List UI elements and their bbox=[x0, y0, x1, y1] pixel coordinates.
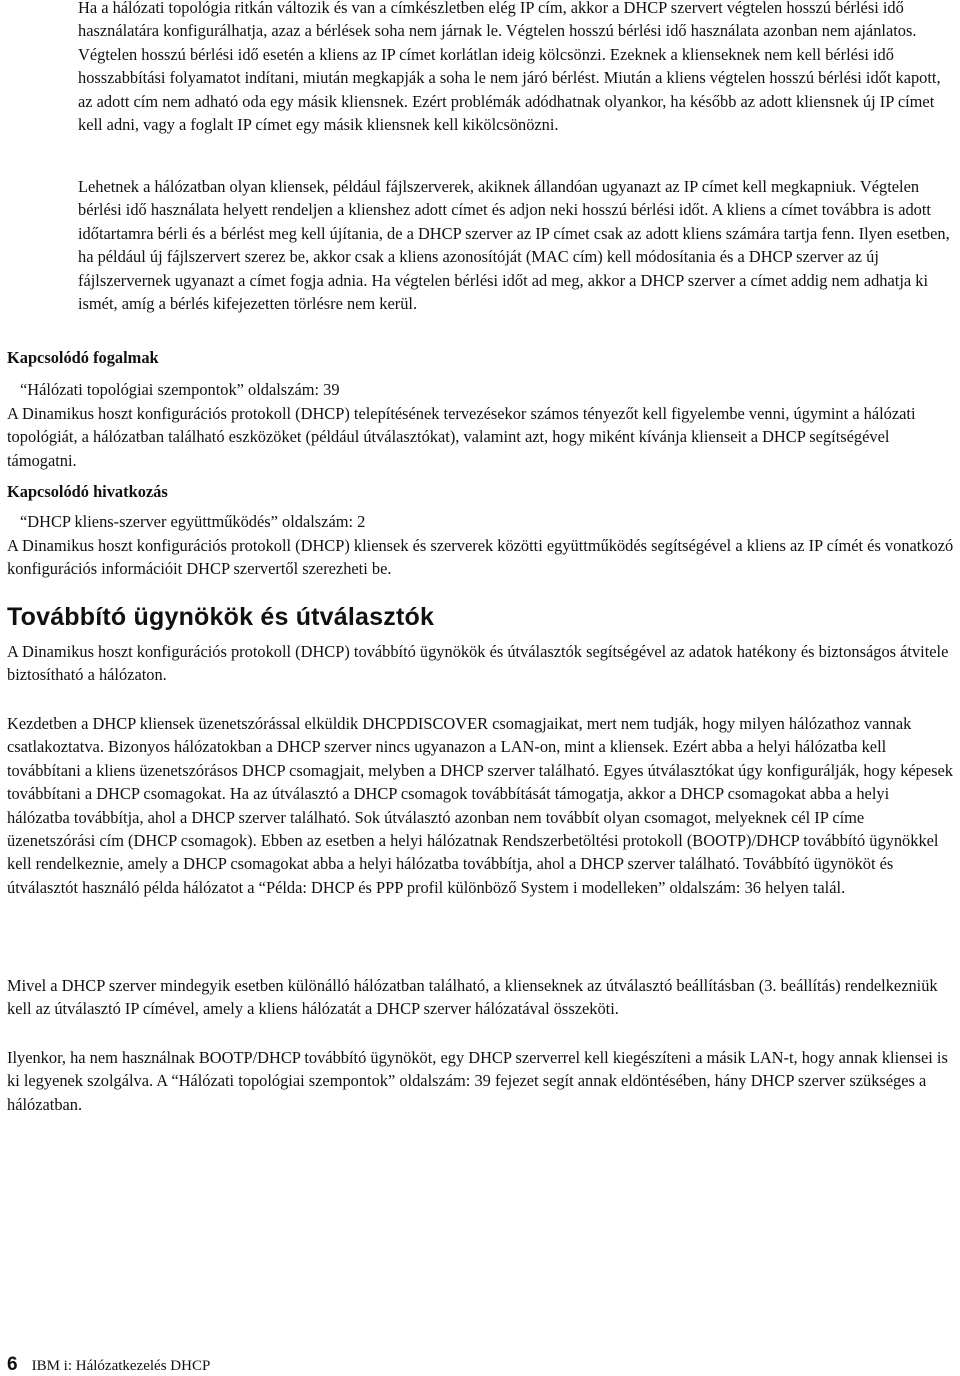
paragraph-reserved-address: Lehetnek a hálózatban olyan kliensek, például fájlszerverek, akiknek állandóan ugyanazt az IP címet kell megkapniuk. Végtelen bérlési idő használata helyett rendeljen a klienshez adott címet és adjon neki hosszú bérlési időt. A kliens a címet továbbra is adott időtartamra bérli és a bérlést meg kell újítania, de a DHCP szerver az IP címet csak az adott kliens számára tartja fenn. Ilyen esetben, ha például új fájlszervert szerez be, akkor csak a kliens azonosítóját (MAC cím) kell módosítania és a DHCP szerver az új fájlszervernek ugyanazt a címet fogja adnia. Ha végtelen bérlési időt ad meg, akkor a DHCP szerver a címet addig nem adhatja ki ismét, amíg a bérlés kifejezetten törlésre nem kerül. bbox=[78, 177, 950, 314]
section-intro-paragraph: A Dinamikus hoszt konfigurációs protokoll (DHCP) továbbító ügynökök és útválasztók segítségével az adatok hatékony és biztonságos átvitele biztosítható a hálózaton. bbox=[7, 642, 949, 685]
section-router-option-paragraph: Mivel a DHCP szerver mindegyik esetben különálló hálózatban található, a klienseknek az útválasztó beállításban (3. beállítás) rendelkezniük kell az útválasztó IP címével, amely a kliens hálózatát a DHCP szerver hálózatával összeköti. bbox=[7, 976, 938, 1019]
page-footer bbox=[7, 1355, 210, 1376]
related-concepts-heading: Kapcsolódó fogalmak bbox=[7, 348, 159, 367]
section-title: Továbbító ügynökök és útválasztók bbox=[7, 603, 435, 631]
footer-title: IBM i: Hálózatkezelés DHCP bbox=[31, 1358, 211, 1374]
related-concepts-description: A Dinamikus hoszt konfigurációs protokoll (DHCP) telepítésének tervezésekor számos tényezőt kell figyelembe venni, úgymint a hálózati topológiát, a hálózatban található eszközöket (például útválasztókat), valamint azt, hogy miként kívánja klienseit a DHCP segítségével támogatni. bbox=[7, 404, 916, 470]
related-reference-heading: Kapcsolódó hivatkozás bbox=[7, 482, 168, 501]
related-reference-link[interactable]: “DHCP kliens-szerver együttműködés” oldalszám: 2 bbox=[20, 512, 366, 531]
section-relay-paragraph: Kezdetben a DHCP kliensek üzenetszórással elküldik DHCPDISCOVER csomagjaikat, mert nem tudják, hogy milyen hálózathoz vannak csatlakoztatva. Bizonyos hálózatokban a DHCP szerver nincs ugyanazon a LAN-on, mint a kliensek. Ezért abba a helyi hálózatba kell továbbítani a kliens üzenetszórásos DHCP csomagjait, melyben a DHCP szerver található. Egyes útválasztókat úgy konfigurálják, hogy képesek továbbítani a DHCP csomagokat. Ha az útválasztó a DHCP csomagok továbbítását támogatja, akkor a DHCP csomagokat abba a helyi hálózatba továbbítja, ahol a DHCP szerver található. Sok útválasztó azonban nem továbbít olyan csomagot, melyeknek cél IP címe üzenetszórási cím (DHCP csomagok). Ebben az esetben a helyi hálózatnak Rendszerbetöltési protokoll (BOOTP)/DHCP továbbító ügynökkel kell rendelkeznie, amely a DHCP csomagokat abba a helyi hálózatba továbbítja, ahol a DHCP szerver található. Továbbító ügynököt és útválasztót használó példa hálózatot a “Példa: DHCP és PPP profil különböző System i modelleken” oldalszám: 36 helyen talál. bbox=[7, 714, 954, 897]
related-reference-description: A Dinamikus hoszt konfigurációs protokoll (DHCP) kliensek és szerverek közötti együttműködés segítségével a kliens az IP címét és vonatkozó konfigurációs információit DHCP szervertől szerezheti be. bbox=[7, 536, 954, 579]
related-concepts-link[interactable]: “Hálózati topológiai szempontok” oldalszám: 39 bbox=[20, 380, 340, 399]
section-additional-server-paragraph: Ilyenkor, ha nem használnak BOOTP/DHCP továbbító ügynököt, egy DHCP szerverrel kell kiegészíteni a másik LAN-t, hogy annak kliensei is ki legyenek szolgálva. A “Hálózati topológiai szempontok” oldalszám: 39 fejezet segít annak eldöntésében, hány DHCP szerver szükséges a hálózatban. bbox=[7, 1048, 948, 1114]
page-number: 6 bbox=[7, 1354, 18, 1375]
paragraph-infinite-lease: Ha a hálózati topológia ritkán változik és van a címkészletben elég IP cím, akkor a DHCP szervert végtelen hosszú bérlési idő használatára konfigurálhatja, azaz a bérlések soha nem járnak le. Végtelen hosszú bérlési idő használata azonban nem ajánlatos. Végtelen hosszú bérlési idő esetén a kliens az IP címet korlátlan ideig kölcsönzi. Ezeknek a klienseknek nem kell bérlési idő hosszabbítási folyamatot indítani, miután megkapják a soha le nem járó bérlést. Miután a kliens végtelen hosszú bérlési időt kapott, az adott cím nem adható oda egy másik kliensnek. Ezért problémák adódhatnak olyankor, ha később az adott kliensnek új IP címet kell adni, vagy a foglalt IP címet egy másik kliensnek kell kikölcsönözni. bbox=[78, 0, 941, 135]
